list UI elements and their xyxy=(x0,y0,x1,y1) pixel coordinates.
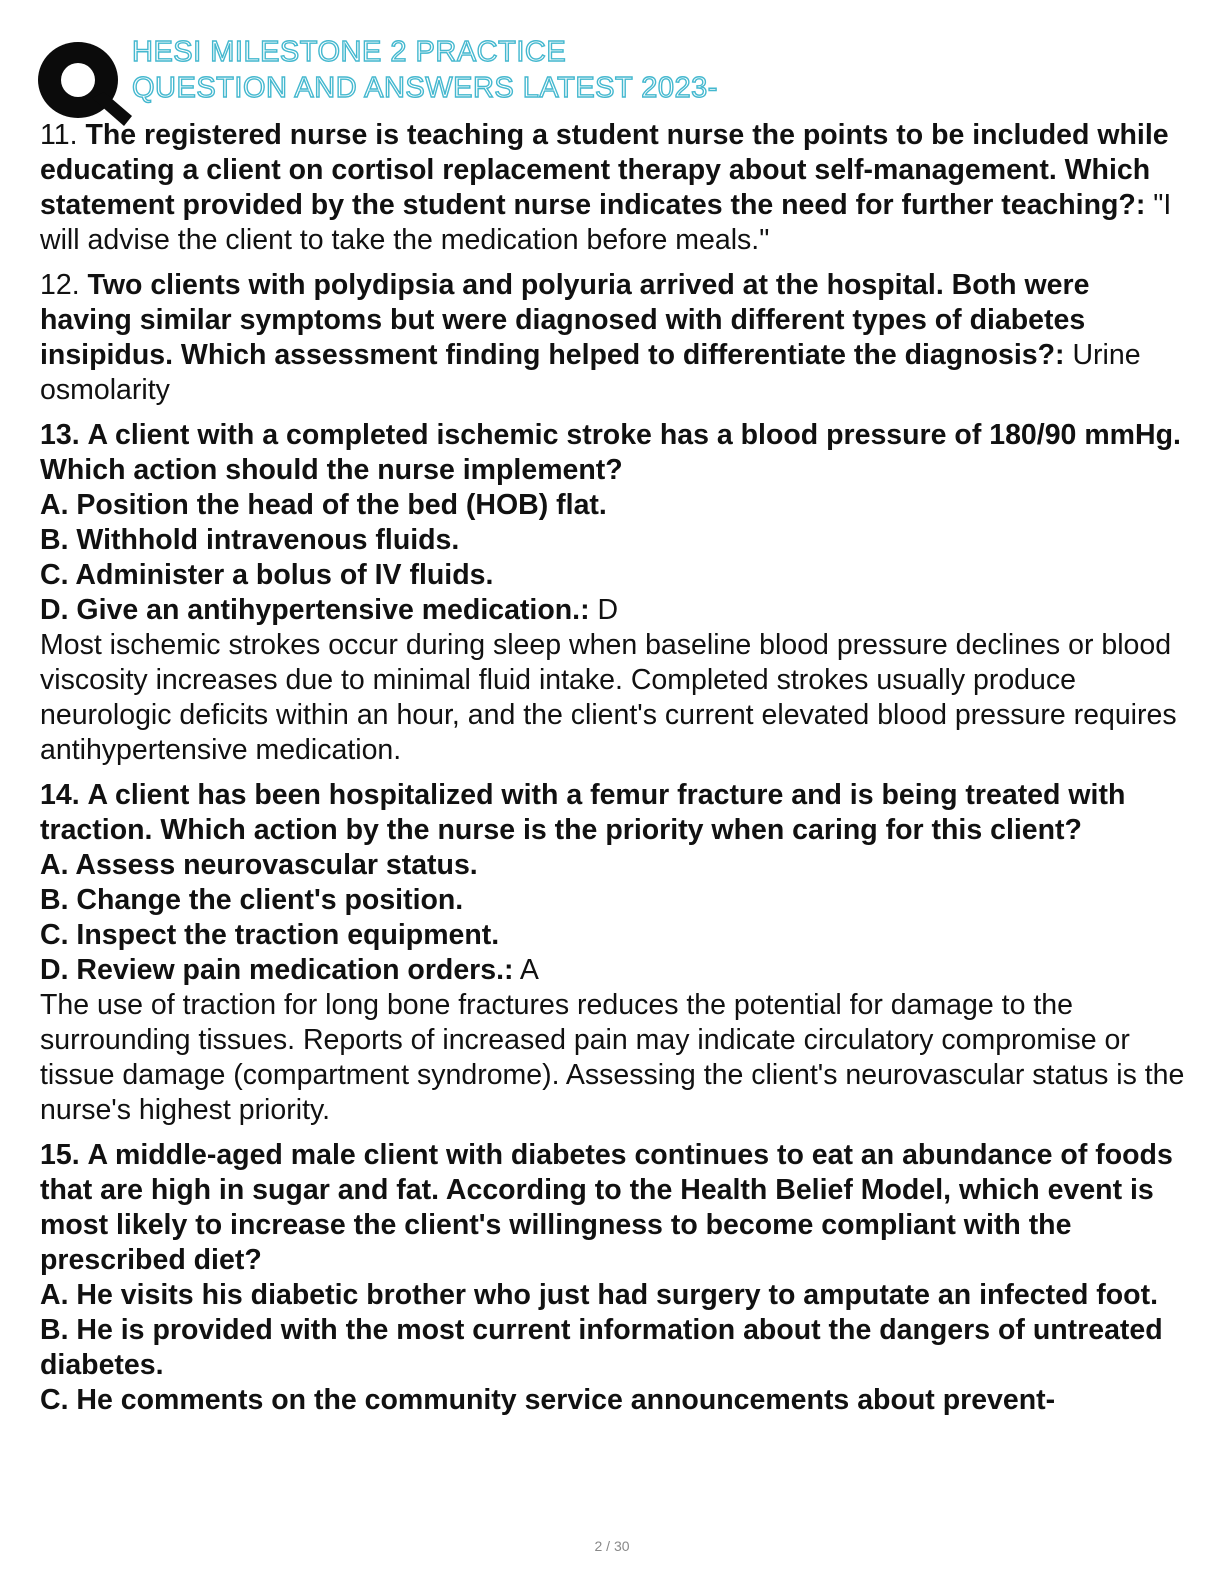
answer-option: C. He comments on the community service announcements about prevent- xyxy=(40,1384,1056,1416)
question-number: 11. xyxy=(40,119,78,151)
answer-explanation: The use of traction for long bone fractures reduces the potential for damage to the surrounding tissues. Reports of increased pain may indicate circulatory compromise or tissue damage (compartment syndrome). Assessing the client's neurovascular status is the nurse's highest priority. xyxy=(40,989,1185,1126)
question-11 xyxy=(40,118,1186,258)
question-answer: Urine osmolarity xyxy=(40,339,1141,406)
question-number: 13. xyxy=(40,419,80,451)
answer-option: B. Change the client's position. xyxy=(40,884,464,916)
question-stem: Two clients with polydipsia and polyuria arrived at the hospital. Both were having similar symptoms but were diagnosed with different types of diabetes insipidus. Which assessment finding helped to differentiate the diagnosis?: xyxy=(40,269,1090,371)
question-answer: D xyxy=(597,594,619,626)
answer-option: B. Withhold intravenous fluids. xyxy=(40,524,460,556)
question-number: 14. xyxy=(40,779,80,811)
question-answer: A xyxy=(519,954,539,986)
document-title: HESI MILESTONE 2 PRACTICE QUESTION AND ANSWERS LATEST 2023- xyxy=(132,36,718,104)
question-13 xyxy=(40,418,1186,768)
question-15 xyxy=(40,1138,1186,1418)
answer-option: D. Review pain medication orders.: xyxy=(40,954,514,986)
answer-option: A. Assess neurovascular status. xyxy=(40,849,478,881)
question-12 xyxy=(40,268,1186,408)
questions-list xyxy=(40,118,1186,1428)
question-stem: A client has been hospitalized with a femur fracture and is being treated with traction. Which action by the nurse is the priority when caring for this client? xyxy=(40,779,1126,846)
question-number: 15. xyxy=(40,1139,80,1171)
question-stem: A middle-aged male client with diabetes continues to eat an abundance of foods that are high in sugar and fat. According to the Health Belief Model, which event is most likely to increase the client's willingness to become compliant with the prescribed diet? xyxy=(40,1139,1173,1276)
question-14 xyxy=(40,778,1186,1128)
document-page xyxy=(40,30,1186,1416)
answer-option: B. He is provided with the most current information about the dangers of untreated diabetes. xyxy=(40,1314,1163,1381)
question-answer: "I will advise the client to take the medication before meals." xyxy=(40,189,1172,256)
question-stem: The registered nurse is teaching a student nurse the points to be included while educating a client on cortisol replacement therapy about self-management. Which statement provided by the student nurse indicates the need for further teaching?: xyxy=(40,119,1169,221)
answer-option: A. He visits his diabetic brother who just had surgery to amputate an infected foot. xyxy=(40,1279,1158,1311)
page-indicator: 2 / 30 xyxy=(594,1538,630,1554)
question-number: 12. xyxy=(40,269,80,301)
answer-option: A. Position the head of the bed (HOB) flat. xyxy=(40,489,607,521)
answer-explanation: Most ischemic strokes occur during sleep when baseline blood pressure declines or blood viscosity increases due to minimal fluid intake. Completed strokes usually produce neurologic deficits within an hour, and the client's current elevated blood pressure requires antihypertensive medication. xyxy=(40,629,1177,766)
answer-option: D. Give an antihypertensive medication.: xyxy=(40,594,590,626)
document-header xyxy=(40,30,1186,120)
answer-option: C. Inspect the traction equipment. xyxy=(40,919,500,951)
question-stem: A client with a completed ischemic stroke has a blood pressure of 180/90 mmHg. Which action should the nurse implement? xyxy=(40,419,1181,486)
answer-option: C. Administer a bolus of IV fluids. xyxy=(40,559,494,591)
